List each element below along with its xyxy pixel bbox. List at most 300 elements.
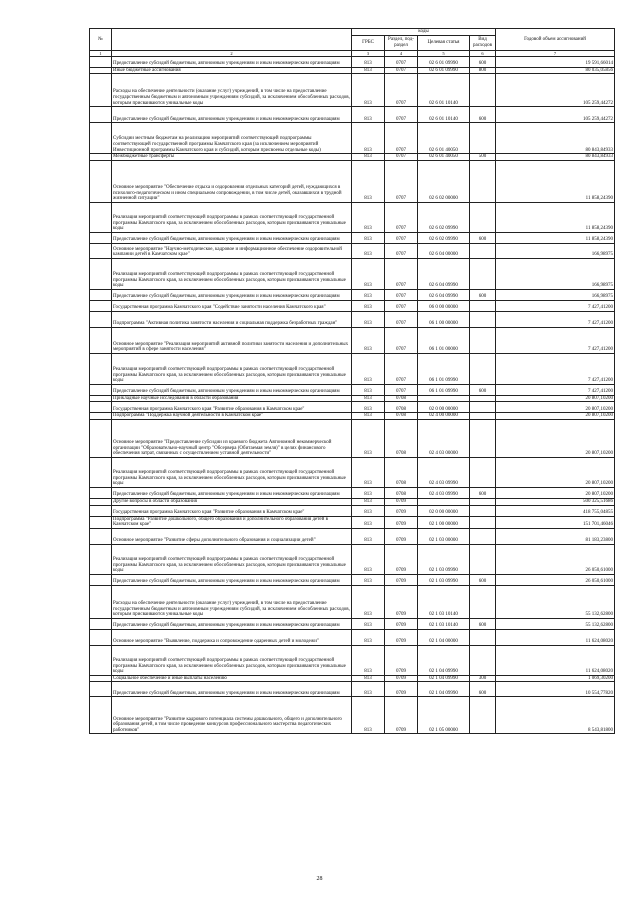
row-section-cell: 0709 xyxy=(385,585,418,618)
row-number-cell xyxy=(90,505,112,516)
row-number-cell xyxy=(90,682,112,697)
header-index-5: 5 xyxy=(418,50,470,56)
row-name-cell: Основное мероприятие "Предоставление субсидии из краевого бюджета Автономной некоммерческой организации "Образовательно-научный центр "Обсервера (Обитаемая земля)" в целях финансового обеспечения затрат, связанных с осуществлением уставной деятельности" xyxy=(112,419,352,457)
row-amount-cell: 20 807,10200 xyxy=(496,457,615,487)
row-amount-cell: 11 858,24390 xyxy=(496,232,615,243)
table-row xyxy=(90,353,615,384)
row-section-cell: 0709 xyxy=(385,675,418,682)
table-row xyxy=(90,160,615,202)
row-expense-type-cell xyxy=(470,505,496,516)
row-grbs-cell: 813 xyxy=(352,300,385,311)
row-name-cell: Подпрограмма "Поддержка научной деятельности в Камчатском крае" xyxy=(112,413,352,420)
row-section-cell: 0709 xyxy=(385,505,418,516)
table-row xyxy=(90,498,615,505)
row-expense-type-cell xyxy=(470,528,496,544)
row-grbs-cell: 813 xyxy=(352,697,385,734)
row-number-cell xyxy=(90,544,112,574)
table-row xyxy=(90,154,615,161)
row-section-cell: 0709 xyxy=(385,697,418,734)
row-amount-cell: 80 843,84933 xyxy=(496,123,615,154)
row-grbs-cell: 813 xyxy=(352,402,385,413)
row-section-cell: 0707 xyxy=(385,311,418,327)
header-name-blank xyxy=(112,29,352,51)
row-amount-cell: 105 259,44272 xyxy=(496,107,615,123)
row-target-cell: 02 1 04 00000 xyxy=(418,629,470,645)
header-target: Целевая статья xyxy=(418,35,470,50)
row-grbs-cell: 813 xyxy=(352,353,385,384)
table-row xyxy=(90,384,615,395)
row-amount-cell: 11 624,08020 xyxy=(496,629,615,645)
row-name-cell: Расходы на обеспечение деятельности (оказание услуг) учреждений, в том числе на предоставление государственным бюджетным и автономным учреждениям субсидий, за исключением обособленных расходов, которым присваиваются уникальные коды xyxy=(112,585,352,618)
row-expense-type-cell: 600 xyxy=(470,384,496,395)
row-expense-type-cell: 600 xyxy=(470,56,496,67)
row-name-cell: Иные бюджетные ассигнования xyxy=(112,67,352,74)
row-expense-type-cell xyxy=(470,498,496,505)
row-grbs-cell: 813 xyxy=(352,202,385,232)
row-target-cell: 02 1 04 09990 xyxy=(418,645,470,675)
row-target-cell: 02 0 00 00000 xyxy=(418,402,470,413)
row-name-cell: Реализация мероприятий соответствующей подпрограммы в рамках соответствующей государственной программы Камчатского края, за исключением обособленных расходов, которым присваиваются уникальные коды xyxy=(112,258,352,289)
row-number-cell xyxy=(90,353,112,384)
row-grbs-cell: 813 xyxy=(352,419,385,457)
row-expense-type-cell xyxy=(470,585,496,618)
row-target-cell: 02 1 04 09990 xyxy=(418,682,470,697)
row-grbs-cell: 813 xyxy=(352,289,385,300)
table-row xyxy=(90,419,615,457)
row-number-cell xyxy=(90,402,112,413)
table-row xyxy=(90,232,615,243)
row-grbs-cell: 813 xyxy=(352,107,385,123)
header-section: Раздел, под-раздел xyxy=(385,35,418,50)
row-target-cell: 02 6 04 09990 xyxy=(418,289,470,300)
header-index-1: 1 xyxy=(90,50,112,56)
row-name-cell: Реализация мероприятий соответствующей подпрограммы в рамках соответствующей государственной программы Камчатского края, за исключением обособленных расходов, которым присваиваются уникальные коды xyxy=(112,645,352,675)
table-row xyxy=(90,585,615,618)
row-expense-type-cell xyxy=(470,74,496,107)
header-index-3: 3 xyxy=(352,50,385,56)
table-row xyxy=(90,487,615,498)
row-target-cell: 02 6 02 00000 xyxy=(418,160,470,202)
row-grbs-cell: 813 xyxy=(352,67,385,74)
row-name-cell: Расходы на обеспечение деятельности (оказание услуг) учреждений, в том числе на предоставление государственным бюджетным и автономным учреждениям субсидий, за исключением обособленных расходов, которым присваиваются уникальные коды xyxy=(112,74,352,107)
row-target-cell: 02 6 01 40050 xyxy=(418,154,470,161)
row-target-cell: 02 6 04 09990 xyxy=(418,258,470,289)
row-expense-type-cell: 600 xyxy=(470,107,496,123)
row-target-cell: 06 0 00 00000 xyxy=(418,300,470,311)
row-amount-cell: 10 554,77820 xyxy=(496,682,615,697)
row-expense-type-cell: 300 xyxy=(470,675,496,682)
row-expense-type-cell xyxy=(470,413,496,420)
row-name-cell: Предоставление субсидий бюджетным, автономным учреждениям и иным некоммерческим организациям xyxy=(112,289,352,300)
row-grbs-cell: 813 xyxy=(352,232,385,243)
row-target-cell: 02 1 05 00000 xyxy=(418,697,470,734)
table-row xyxy=(90,327,615,353)
row-expense-type-cell: 600 xyxy=(470,682,496,697)
row-section-cell: 0707 xyxy=(385,243,418,258)
row-target-cell: 02 1 04 09990 xyxy=(418,675,470,682)
row-number-cell xyxy=(90,645,112,675)
row-amount-cell: 7 427,41200 xyxy=(496,353,615,384)
table-row xyxy=(90,675,615,682)
row-number-cell xyxy=(90,107,112,123)
row-number-cell xyxy=(90,384,112,395)
row-amount-cell: 7 427,41200 xyxy=(496,384,615,395)
row-amount-cell: 11 624,08020 xyxy=(496,645,615,675)
row-name-cell: Прикладные научные исследования в области образования xyxy=(112,395,352,402)
row-grbs-cell: 813 xyxy=(352,74,385,107)
row-target-cell: 06 1 01 00000 xyxy=(418,327,470,353)
row-expense-type-cell xyxy=(470,395,496,402)
row-expense-type-cell: 600 xyxy=(470,289,496,300)
row-name-cell: Реализация мероприятий соответствующей подпрограммы в рамках соответствующей государственной программы Камчатского края, за исключением обособленных расходов, которым присваиваются уникальные коды xyxy=(112,353,352,384)
row-section-cell: 0707 xyxy=(385,74,418,107)
row-number-cell xyxy=(90,629,112,645)
row-grbs-cell: 813 xyxy=(352,682,385,697)
row-grbs-cell: 813 xyxy=(352,457,385,487)
row-section-cell: 0708 xyxy=(385,402,418,413)
row-name-cell: Основное мероприятие "Научно-методическое, кадровое и информационное обеспечение оздоровительной кампании детей в Камчатском крае" xyxy=(112,243,352,258)
row-section-cell: 0707 xyxy=(385,289,418,300)
table-row xyxy=(90,300,615,311)
row-section-cell: 0707 xyxy=(385,384,418,395)
table-row xyxy=(90,67,615,74)
row-name-cell: Предоставление субсидий бюджетным, автономным учреждениям и иным некоммерческим организациям xyxy=(112,107,352,123)
row-number-cell xyxy=(90,585,112,618)
row-number-cell xyxy=(90,419,112,457)
row-section-cell: 0707 xyxy=(385,258,418,289)
row-target-cell: 06 1 01 09990 xyxy=(418,353,470,384)
row-name-cell: Подпрограмма "Активная политика занятости населения и социальная поддержка безработных граждан" xyxy=(112,311,352,327)
row-target-cell: 02 6 01 10140 xyxy=(418,107,470,123)
row-number-cell xyxy=(90,160,112,202)
row-amount-cell: 166,98975 xyxy=(496,289,615,300)
table-row xyxy=(90,402,615,413)
row-target-cell: 02 1 03 00000 xyxy=(418,528,470,544)
row-name-cell: Подпрограмма "Развитие дошкольного, общего образования и дополнительного образования детей в Камчатском крае" xyxy=(112,516,352,528)
row-name-cell: Предоставление субсидий бюджетным, автономным учреждениям и иным некоммерческим организациям xyxy=(112,384,352,395)
row-expense-type-cell xyxy=(470,544,496,574)
row-expense-type-cell: 800 xyxy=(470,67,496,74)
row-grbs-cell: 813 xyxy=(352,629,385,645)
row-section-cell: 0708 xyxy=(385,413,418,420)
row-target-cell: 02 1 00 00000 xyxy=(418,516,470,528)
row-amount-cell: 80 843,84933 xyxy=(496,154,615,161)
row-amount-cell: 11 858,24390 xyxy=(496,202,615,232)
row-grbs-cell: 813 xyxy=(352,544,385,574)
table-row xyxy=(90,413,615,420)
row-name-cell: Основное мероприятие "Выявление, поддержка и сопровождение одаренных детей и молодежи" xyxy=(112,629,352,645)
row-expense-type-cell xyxy=(470,160,496,202)
row-name-cell: Предоставление субсидий бюджетным, автономным учреждениям и иным некоммерческим организациям xyxy=(112,682,352,697)
row-target-cell: 02 4 00 00000 xyxy=(418,413,470,420)
row-section-cell: 0709 xyxy=(385,544,418,574)
row-name-cell: Предоставление субсидий бюджетным, автономным учреждениям и иным некоммерческим организациям xyxy=(112,56,352,67)
row-name-cell: Основное мероприятие "Обеспечение отдыха и оздоровления отдельных категорий детей, нуждающихся в психолого-педагогическом и ином специальном сопровождении, в том числе детей, оказавшихся в трудной жизненной ситуации" xyxy=(112,160,352,202)
row-target-cell: 02 1 03 10140 xyxy=(418,618,470,629)
row-section-cell: 0707 xyxy=(385,202,418,232)
row-grbs-cell: 813 xyxy=(352,311,385,327)
row-number-cell xyxy=(90,243,112,258)
row-section-cell: 0707 xyxy=(385,123,418,154)
row-section-cell: 0707 xyxy=(385,232,418,243)
row-target-cell: 02 6 01 40050 xyxy=(418,123,470,154)
row-number-cell xyxy=(90,311,112,327)
table-row xyxy=(90,544,615,574)
row-expense-type-cell xyxy=(470,300,496,311)
row-amount-cell: 166,98975 xyxy=(496,258,615,289)
row-amount-cell: 20 807,10200 xyxy=(496,487,615,498)
row-number-cell xyxy=(90,67,112,74)
row-name-cell: Основное мероприятие "Развитие сферы дополнительного образования и социализации детей" xyxy=(112,528,352,544)
row-number-cell xyxy=(90,300,112,311)
table-row xyxy=(90,528,615,544)
row-target-cell: 02 0 00 00000 xyxy=(418,505,470,516)
row-number-cell xyxy=(90,56,112,67)
row-name-cell: Предоставление субсидий бюджетным, автономным учреждениям и иным некоммерческим организациям xyxy=(112,487,352,498)
row-name-cell: Субсидии местным бюджетам на реализацию мероприятий соответствующей подпрограммы соответствующей государственной программы Камчатского края (за исключением мероприятий Инвестиционной программы Камчатского края и субсидий, которым присвоены отдельные коды) xyxy=(112,123,352,154)
row-grbs-cell: 813 xyxy=(352,160,385,202)
row-expense-type-cell: 500 xyxy=(470,154,496,161)
table-row xyxy=(90,457,615,487)
table-row xyxy=(90,395,615,402)
row-number-cell xyxy=(90,618,112,629)
row-number-cell xyxy=(90,487,112,498)
row-section-cell: 0709 xyxy=(385,498,418,505)
row-amount-cell: 105 259,44272 xyxy=(496,74,615,107)
row-section-cell: 0709 xyxy=(385,516,418,528)
row-number-cell xyxy=(90,202,112,232)
row-section-cell: 0709 xyxy=(385,528,418,544)
row-number-cell xyxy=(90,516,112,528)
row-amount-cell: 7 427,41200 xyxy=(496,300,615,311)
row-expense-type-cell: 600 xyxy=(470,574,496,585)
table-row xyxy=(90,289,615,300)
row-number-cell xyxy=(90,574,112,585)
table-row xyxy=(90,107,615,123)
row-expense-type-cell xyxy=(470,311,496,327)
budget-table-sheet xyxy=(89,28,614,734)
row-expense-type-cell xyxy=(470,402,496,413)
row-grbs-cell: 813 xyxy=(352,327,385,353)
table-row xyxy=(90,697,615,734)
row-target-cell: 02 6 01 09990 xyxy=(418,56,470,67)
row-grbs-cell: 813 xyxy=(352,498,385,505)
row-section-cell: 0707 xyxy=(385,67,418,74)
row-name-cell: Предоставление субсидий бюджетным, автономным учреждениям и иным некоммерческим организациям xyxy=(112,618,352,629)
row-section-cell: 0708 xyxy=(385,487,418,498)
row-amount-cell: 55 132,62800 xyxy=(496,618,615,629)
row-name-cell: Реализация мероприятий соответствующей подпрограммы в рамках соответствующей государственной программы Камчатского края, за исключением обособленных расходов, которым присваиваются уникальные коды xyxy=(112,544,352,574)
row-name-cell: Межбюджетные трансферты xyxy=(112,154,352,161)
row-amount-cell: 418 755,04855 xyxy=(496,505,615,516)
row-number-cell xyxy=(90,697,112,734)
row-number-cell xyxy=(90,232,112,243)
row-expense-type-cell: 600 xyxy=(470,232,496,243)
row-grbs-cell: 813 xyxy=(352,413,385,420)
row-amount-cell: 19 591,66014 xyxy=(496,56,615,67)
row-grbs-cell: 813 xyxy=(352,154,385,161)
row-grbs-cell: 813 xyxy=(352,675,385,682)
row-amount-cell: 26 050,61000 xyxy=(496,574,615,585)
table-header xyxy=(90,29,615,57)
row-amount-cell: 11 858,24390 xyxy=(496,160,615,202)
row-amount-cell: 7 427,41200 xyxy=(496,311,615,327)
header-grbs: ГРБС xyxy=(352,35,385,50)
row-section-cell: 0708 xyxy=(385,457,418,487)
row-target-cell: 02 1 03 10140 xyxy=(418,585,470,618)
row-grbs-cell: 813 xyxy=(352,585,385,618)
row-section-cell: 0708 xyxy=(385,395,418,402)
row-section-cell: 0707 xyxy=(385,107,418,123)
row-section-cell: 0707 xyxy=(385,300,418,311)
row-grbs-cell: 813 xyxy=(352,505,385,516)
row-target-cell: 02 1 03 09990 xyxy=(418,574,470,585)
row-amount-cell: 8 543,81800 xyxy=(496,697,615,734)
row-name-cell: Реализация мероприятий соответствующей подпрограммы в рамках соответствующей государственной программы Камчатского края, за исключением обособленных расходов, которым присваиваются уникальные коды xyxy=(112,202,352,232)
row-section-cell: 0709 xyxy=(385,682,418,697)
row-expense-type-cell xyxy=(470,419,496,457)
row-target-cell: 02 6 02 09990 xyxy=(418,202,470,232)
row-name-cell: Основное мероприятие "Развитие кадрового потенциала системы дошкольного, общего и дополнительного образования детей, в том числе проведение конкурсов профессионального мастерства педагогических работников" xyxy=(112,697,352,734)
row-amount-cell: 55 132,62800 xyxy=(496,585,615,618)
row-expense-type-cell xyxy=(470,353,496,384)
header-index-2: 2 xyxy=(112,50,352,56)
table-row xyxy=(90,123,615,154)
row-amount-cell: 166,98975 xyxy=(496,243,615,258)
row-section-cell: 0707 xyxy=(385,56,418,67)
table-row xyxy=(90,516,615,528)
row-target-cell xyxy=(418,498,470,505)
row-amount-cell: 7 427,41200 xyxy=(496,327,615,353)
row-amount-cell: 20 807,10200 xyxy=(496,419,615,457)
row-section-cell: 0707 xyxy=(385,154,418,161)
row-amount-cell: 20 807,10200 xyxy=(496,413,615,420)
row-grbs-cell: 813 xyxy=(352,56,385,67)
row-grbs-cell: 813 xyxy=(352,528,385,544)
table-row xyxy=(90,618,615,629)
row-expense-type-cell xyxy=(470,457,496,487)
row-number-cell xyxy=(90,457,112,487)
row-name-cell: Предоставление субсидий бюджетным, автономным учреждениям и иным некоммерческим организациям xyxy=(112,232,352,243)
table-row xyxy=(90,629,615,645)
row-name-cell: Социальное обеспечение и иные выплаты населению xyxy=(112,675,352,682)
table-row xyxy=(90,243,615,258)
row-grbs-cell: 813 xyxy=(352,123,385,154)
row-number-cell xyxy=(90,528,112,544)
row-section-cell: 0708 xyxy=(385,419,418,457)
row-section-cell: 0709 xyxy=(385,645,418,675)
row-grbs-cell: 813 xyxy=(352,487,385,498)
budget-table xyxy=(89,28,615,734)
row-expense-type-cell: 600 xyxy=(470,487,496,498)
row-number-cell xyxy=(90,123,112,154)
row-amount-cell: 81 183,23800 xyxy=(496,528,615,544)
header-no: № xyxy=(90,29,112,51)
row-name-cell: Основное мероприятие "Реализация мероприятий активной политики занятости населения и дополнительных мероприятий в сфере занятости населения" xyxy=(112,327,352,353)
row-amount-cell: 26 050,61000 xyxy=(496,544,615,574)
row-name-cell: Государственная программа Камчатского края "Развитие образования в Камчатском крае" xyxy=(112,402,352,413)
row-grbs-cell: 813 xyxy=(352,516,385,528)
row-number-cell xyxy=(90,289,112,300)
header-annual: Годовой объем ассигнований xyxy=(496,29,615,51)
row-target-cell: 02 6 02 09990 xyxy=(418,232,470,243)
row-number-cell xyxy=(90,154,112,161)
row-grbs-cell: 813 xyxy=(352,384,385,395)
table-row xyxy=(90,505,615,516)
row-amount-cell: 20 807,10200 xyxy=(496,402,615,413)
table-row xyxy=(90,682,615,697)
table-row xyxy=(90,74,615,107)
header-codes: коды xyxy=(352,29,496,36)
row-expense-type-cell xyxy=(470,697,496,734)
row-target-cell: 02 6 01 10140 xyxy=(418,74,470,107)
row-section-cell: 0707 xyxy=(385,353,418,384)
row-expense-type-cell xyxy=(470,629,496,645)
row-amount-cell: 80 035,05856 xyxy=(496,67,615,74)
row-expense-type-cell: 600 xyxy=(470,618,496,629)
row-grbs-cell: 813 xyxy=(352,618,385,629)
row-number-cell xyxy=(90,675,112,682)
row-name-cell: Предоставление субсидий бюджетным, автономным учреждениям и иным некоммерческим организациям xyxy=(112,574,352,585)
row-section-cell: 0707 xyxy=(385,327,418,353)
row-target-cell: 02 4 03 09990 xyxy=(418,457,470,487)
row-section-cell: 0707 xyxy=(385,160,418,202)
row-target-cell: 02 1 03 09990 xyxy=(418,544,470,574)
row-target-cell: 02 6 04 00000 xyxy=(418,243,470,258)
row-section-cell: 0709 xyxy=(385,618,418,629)
table-row xyxy=(90,574,615,585)
row-grbs-cell: 813 xyxy=(352,645,385,675)
row-expense-type-cell xyxy=(470,516,496,528)
page-number: 28 xyxy=(316,876,323,882)
row-name-cell: Реализация мероприятий соответствующей подпрограммы в рамках соответствующей государственной программы Камчатского края, за исключением обособленных расходов, которым присваиваются уникальные коды xyxy=(112,457,352,487)
table-row xyxy=(90,56,615,67)
row-grbs-cell: 813 xyxy=(352,574,385,585)
row-section-cell: 0709 xyxy=(385,629,418,645)
row-target-cell: 02 4 03 00000 xyxy=(418,419,470,457)
row-number-cell xyxy=(90,413,112,420)
table-row xyxy=(90,202,615,232)
row-target-cell: 02 6 01 09990 xyxy=(418,67,470,74)
row-number-cell xyxy=(90,74,112,107)
table-row xyxy=(90,311,615,327)
row-name-cell: Государственная программа Камчатского края "Содействие занятости населения Камчатского края" xyxy=(112,300,352,311)
row-expense-type-cell xyxy=(470,123,496,154)
row-expense-type-cell xyxy=(470,202,496,232)
header-index-7: 7 xyxy=(496,50,615,56)
row-name-cell: Другие вопросы в области образования xyxy=(112,498,352,505)
table-body xyxy=(90,56,615,734)
row-amount-cell: 1 069,30200 xyxy=(496,675,615,682)
row-grbs-cell: 813 xyxy=(352,395,385,402)
row-section-cell: 0709 xyxy=(385,574,418,585)
header-index-6: 6 xyxy=(470,50,496,56)
row-number-cell xyxy=(90,258,112,289)
table-row xyxy=(90,645,615,675)
row-grbs-cell: 813 xyxy=(352,243,385,258)
row-expense-type-cell xyxy=(470,645,496,675)
row-target-cell: 06 1 01 09990 xyxy=(418,384,470,395)
row-amount-cell: 500 325,51686 xyxy=(496,498,615,505)
header-index-4: 4 xyxy=(385,50,418,56)
row-target-cell xyxy=(418,395,470,402)
row-amount-cell: 20 807,10200 xyxy=(496,395,615,402)
table-row xyxy=(90,258,615,289)
row-amount-cell: 151 701,46046 xyxy=(496,516,615,528)
row-grbs-cell: 813 xyxy=(352,258,385,289)
row-expense-type-cell xyxy=(470,258,496,289)
row-target-cell: 02 4 03 09990 xyxy=(418,487,470,498)
